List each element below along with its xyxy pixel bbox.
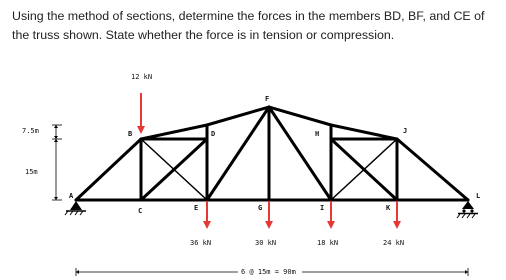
node-label-f: F xyxy=(265,95,270,103)
node-label-c: C xyxy=(138,207,143,215)
vertical-dimension xyxy=(52,125,62,200)
truss-members xyxy=(76,107,468,200)
load-label-k: 24 kN xyxy=(383,239,405,247)
span-label: 6 @ 15m = 90m xyxy=(241,268,296,276)
node-label-l: L xyxy=(476,192,481,200)
node-label-h: H xyxy=(315,130,320,138)
dim-label-bottom: 15m xyxy=(25,168,38,176)
node-label-b: B xyxy=(128,130,133,138)
node-label-a: A xyxy=(69,192,74,200)
member-top-chord xyxy=(76,107,468,200)
load-arrow-b xyxy=(137,93,145,134)
load-arrow-g xyxy=(265,201,273,229)
load-label-b: 12 kN xyxy=(131,73,153,81)
node-label-k: K xyxy=(386,204,391,212)
load-arrow-i xyxy=(327,201,335,229)
load-arrow-e xyxy=(203,201,211,229)
node-label-g: G xyxy=(258,204,263,212)
dim-label-top: 7.5m xyxy=(22,127,39,135)
load-label-e: 36 kN xyxy=(190,239,212,247)
support-l xyxy=(457,201,478,218)
node-label-e: E xyxy=(194,204,199,212)
node-label-j: J xyxy=(403,127,408,135)
load-label-g: 30 kN xyxy=(255,239,277,247)
support-a xyxy=(65,201,86,215)
question-text: Using the method of sections, determine the forces in the members BD, BF, and CE of the truss shown. State whether the force is in tension or compression. xyxy=(12,9,485,42)
load-label-i: 18 kN xyxy=(317,239,339,247)
load-arrow-k xyxy=(393,201,401,229)
node-label-d: D xyxy=(211,130,216,138)
node-label-i: I xyxy=(320,204,325,212)
